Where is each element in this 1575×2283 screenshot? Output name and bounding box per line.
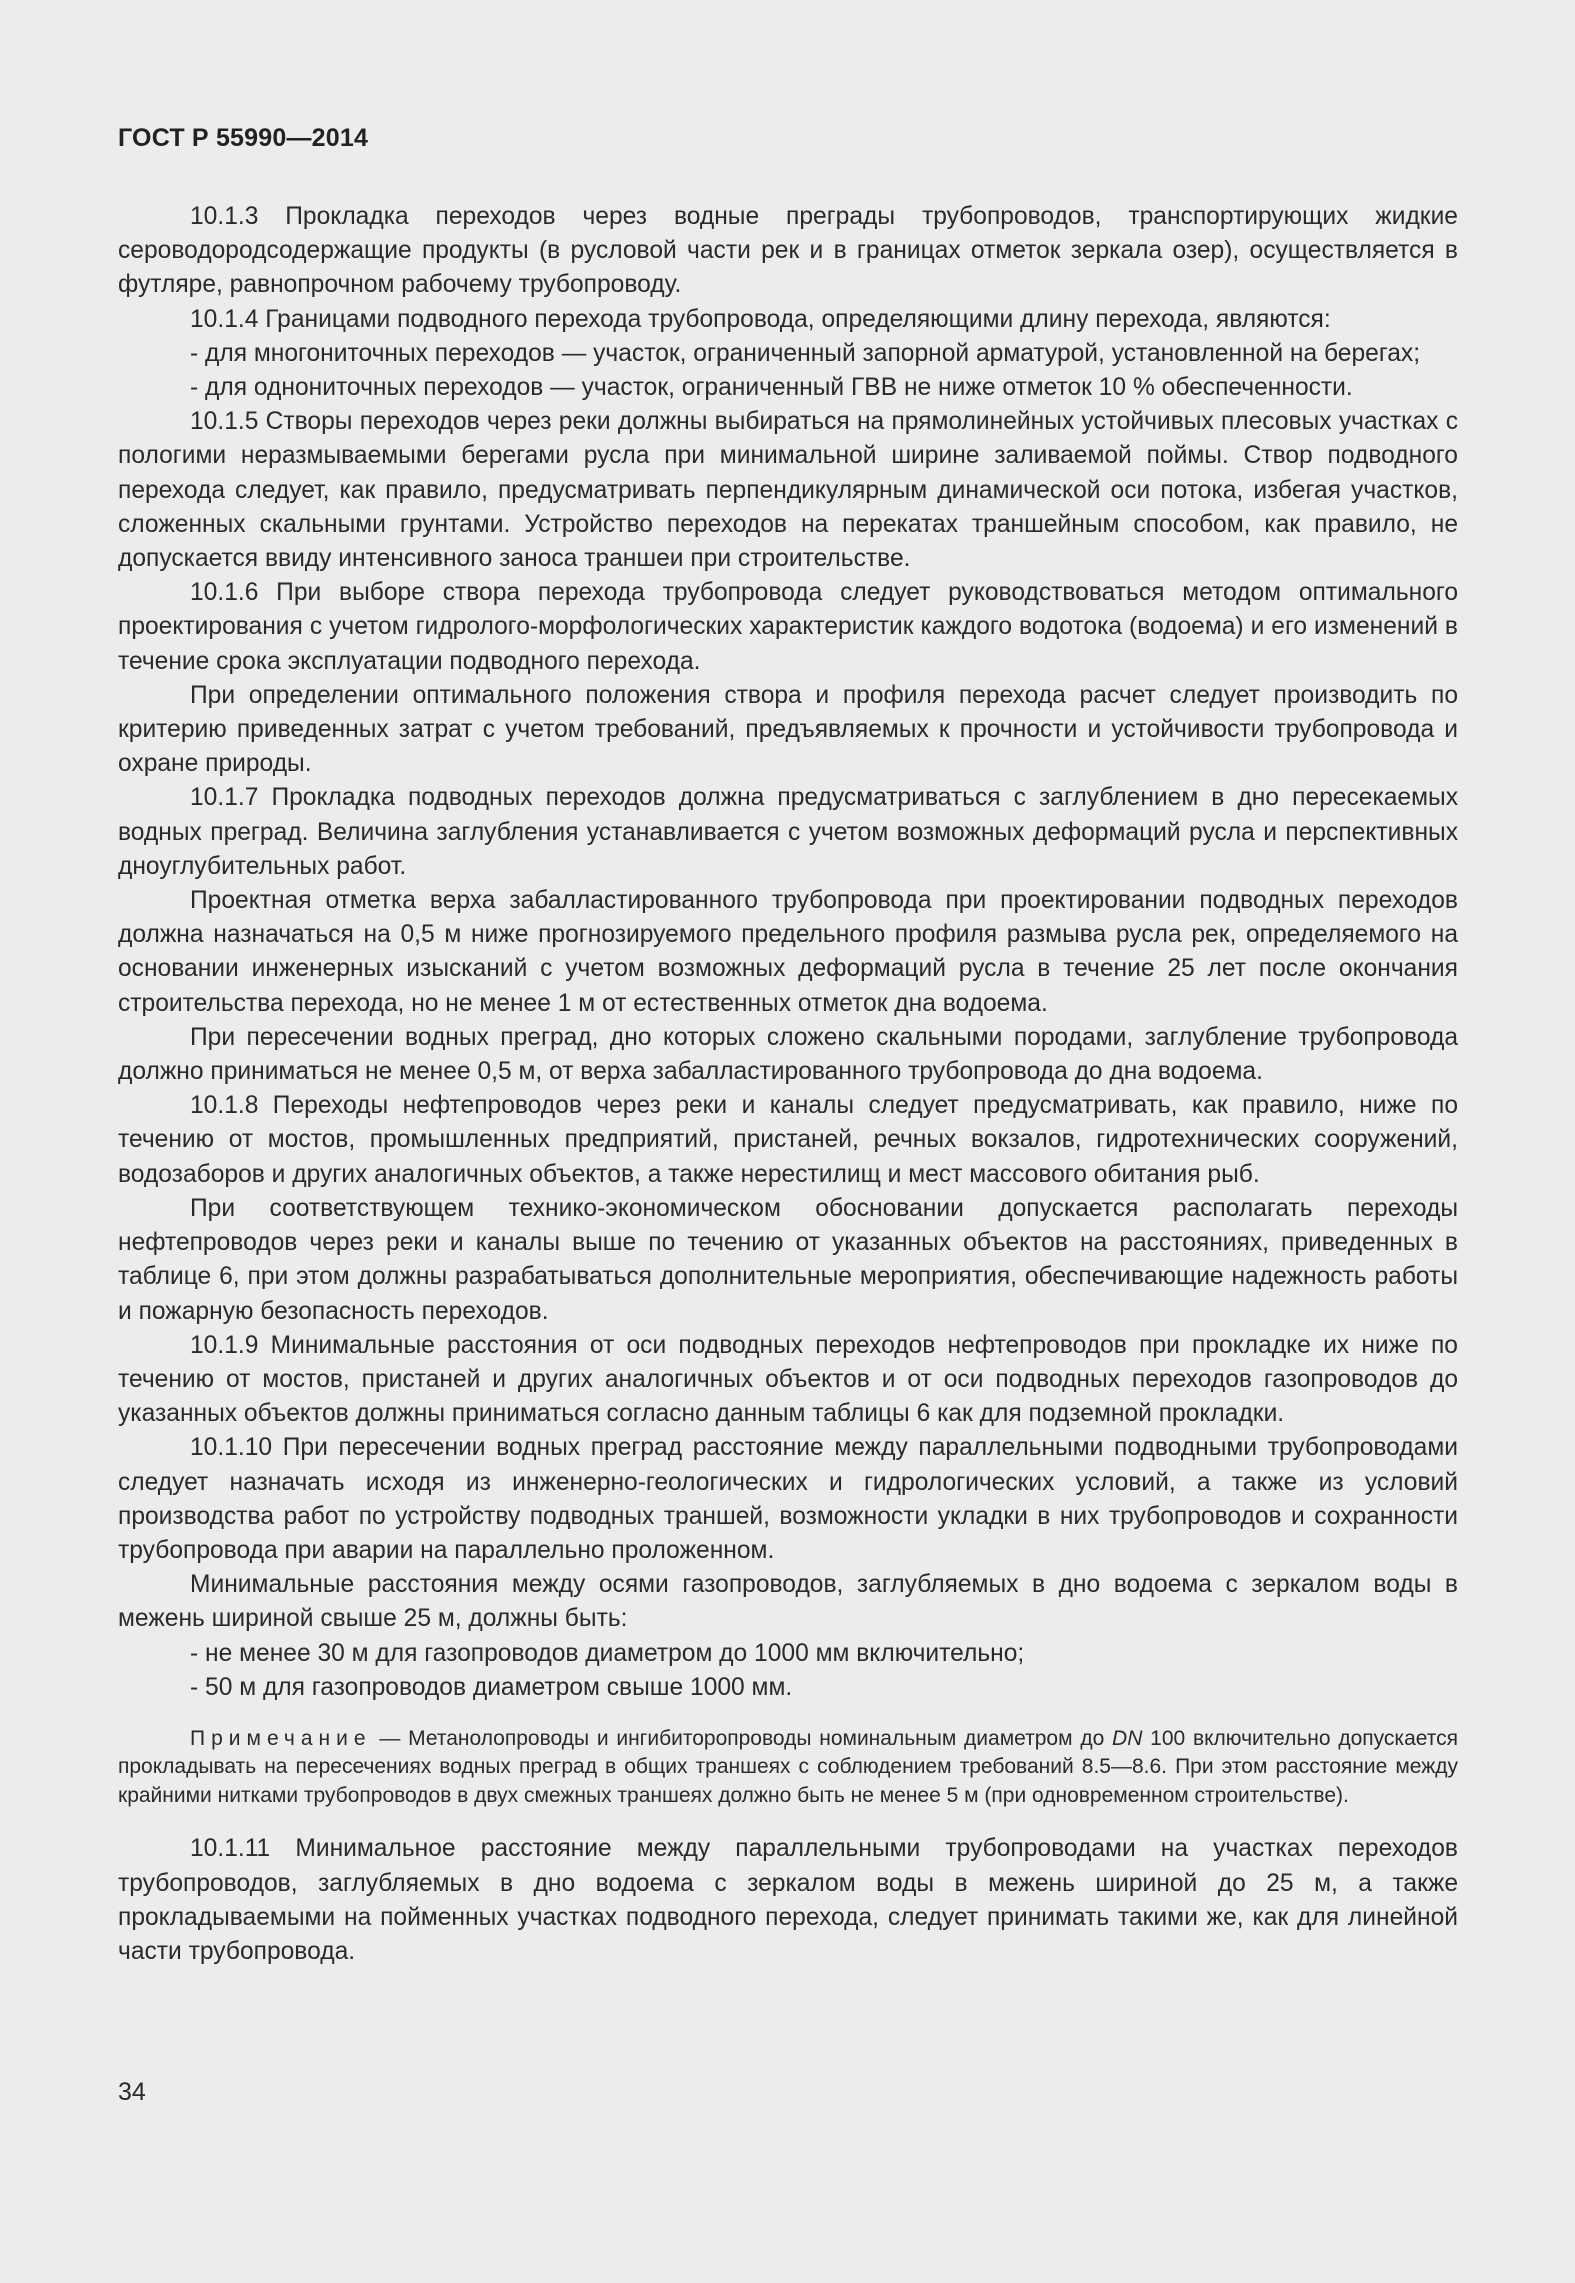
paragraph-10-1-6: 10.1.6 При выборе створа перехода трубопровода следует руководствоваться методом оптимального проектирования с учетом гидролого-морфологических характеристик каждого водотока (водоема) и его изменений в течение срока эксплуатации подводного перехода.: [118, 579, 1458, 675]
paragraph-10-1-7: 10.1.7 Прокладка подводных переходов должна предусматриваться с заглублением в дно пересекаемых водных преград. Величина заглубления устанавливается с учетом возможных деформаций русла и перспективных дноуглубительных работ.: [118, 784, 1458, 880]
paragraph-10-1-4: 10.1.4 Границами подводного перехода трубопровода, определяющими длину перехода, являются:: [190, 305, 1331, 333]
list-item: - не менее 30 м для газопроводов диаметром до 1000 мм включительно;: [190, 1639, 1025, 1667]
list-item: - для многониточных переходов — участок, ограниченный запорной арматурой, установленной на берегах;: [190, 339, 1421, 367]
list-item: - 50 м для газопроводов диаметром свыше 1000 мм.: [190, 1673, 793, 1701]
paragraph-10-1-8: 10.1.8 Переходы нефтепроводов через реки и каналы следует предусматривать, как правило, ниже по течению от мостов, промышленных предприятий, пристаней, речных вокзалов, гидротехнических сооружений, водозаборов и других аналогичных объектов, а также нерестилищ и мест массового обитания рыб.: [118, 1092, 1458, 1188]
paragraph: При определении оптимального положения створа и профиля перехода расчет следует производить по критерию приведенных затрат с учетом требований, предъявляемых к прочности и устойчивости трубопровода и охране природы.: [118, 681, 1458, 778]
note: [118, 1725, 1458, 1811]
paragraph-10-1-11: 10.1.11 Минимальное расстояние между параллельными трубопроводами на участках переходов трубопроводов, заглубляемых в дно водоема с зеркалом воды в межень шириной до 25 м, а также прокладываемыми на пойменных участках подводного перехода, следует принимать такими же, как для линейной части трубопровода.: [118, 1835, 1458, 1966]
page-number: 34: [118, 2078, 146, 2106]
paragraph: Минимальные расстояния между осями газопроводов, заглубляемых в дно водоема с зеркалом воды в межень шириной свыше 25 м, должны быть:: [118, 1571, 1458, 1633]
paragraph-10-1-5: 10.1.5 Створы переходов через реки должны выбираться на прямолинейных устойчивых плесовых участках с пологими неразмываемыми берегами русла при минимальной ширине заливаемой поймы. Створ подводного перехода следует, как правило, предусматривать перпендикулярным динамической оси потока, избегая участков, сложенных скальными грунтами. Устройство переходов на перекатах траншейным способом, как правило, не допускается ввиду интенсивного заноса траншеи при строительстве.: [118, 408, 1458, 573]
note-label: Примечание: [190, 1726, 372, 1750]
paragraph-10-1-3: 10.1.3 Прокладка переходов через водные преграды трубопроводов, транспортирующих жидкие сероводородсодержащие продукты (в русловой части рек и в границах отметок зеркала озер), осуществляется в футляре, равнопрочном рабочему трубопроводу.: [118, 203, 1458, 299]
note-dash: —: [371, 1726, 409, 1750]
paragraph-10-1-10: 10.1.10 При пересечении водных преград расстояние между параллельными подводными трубопроводами следует назначать исходя из инженерно-геологических и гидрологических условий, а также из условий производства работ по устройству подводных траншей, возможности укладки в них трубопроводов и сохранности трубопровода при аварии на параллельно проложенном.: [118, 1434, 1458, 1564]
list-item: - для однониточных переходов — участок, ограниченный ГВВ не ниже отметок 10 % обеспеченности.: [190, 374, 1353, 402]
note-text-before: Метанолопроводы и ингибиторопроводы номинальным диаметром до: [408, 1726, 1113, 1750]
document-body: [118, 200, 1458, 1969]
paragraph: Проектная отметка верха забалластированного трубопровода при проектировании подводных переходов должна назначаться на 0,5 м ниже прогнозируемого предельного профиля размыва русла рек, определяемого на основании инженерных изысканий с учетом возможных деформаций русла в течение 25 лет после окончания строительства перехода, но не менее 1 м от естественных отметок дна водоема.: [118, 887, 1458, 1017]
note-dn: DN: [1112, 1726, 1143, 1750]
document-header: ГОСТ Р 55990—2014: [118, 124, 369, 152]
paragraph: При пересечении водных преград, дно которых сложено скальными породами, заглубление трубопровода должно приниматься не менее 0,5 м, от верха забалластированного трубопровода до дна водоема.: [118, 1023, 1458, 1086]
note-text-after: 100 включительно допускается прокладывать на пересечениях водных преград в общих траншеях с соблюдением требований 8.5—8.6. При этом расстояние между крайними нитками трубопроводов в двух смежных траншеях должно быть не менее 5 м (при одновременном строительстве).: [118, 1726, 1458, 1807]
paragraph: При соответствующем технико-экономическом обосновании допускается располагать переходы нефтепроводов через реки и каналы выше по течению от указанных объектов на расстояниях, приведенных в таблице 6, при этом должны разрабатываться дополнительные мероприятия, обеспечивающие надежность работы и пожарную безопасность переходов.: [118, 1194, 1458, 1325]
paragraph-10-1-9: 10.1.9 Минимальные расстояния от оси подводных переходов нефтепроводов при прокладке их ниже по течению от мостов, пристаней и других аналогичных объектов и от оси подводных переходов газопроводов до указанных объектов должны приниматься согласно данным таблицы 6 как для подземной прокладки.: [118, 1331, 1458, 1428]
